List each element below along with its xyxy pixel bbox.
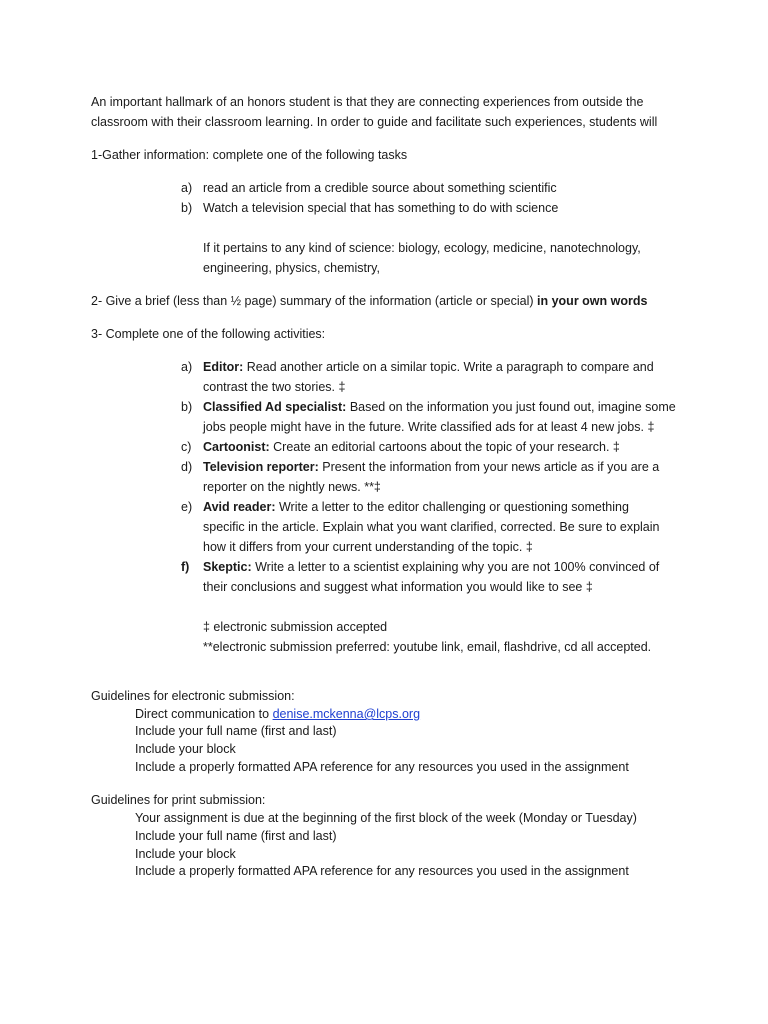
- print-guideline-item: Include a properly formatted APA reference for any resources you used in the assignment: [135, 864, 629, 878]
- activity-role: Editor:: [203, 360, 244, 374]
- activity-text: Write a letter to a scientist explaining why you are not 100% convinced of: [251, 560, 660, 574]
- step2-emphasis: in your own words: [537, 294, 648, 308]
- print-guidelines-heading: Guidelines for print submission:: [91, 793, 266, 807]
- electronic-preferred-note: **electronic submission preferred: youtube link, email, flashdrive, cd all accepted.: [203, 640, 652, 654]
- electronic-guidelines-heading: Guidelines for electronic submission:: [91, 689, 295, 703]
- activity-text-cont: jobs people might have in the future. Write classified ads for at least 4 new jobs. ‡: [203, 420, 655, 434]
- print-guideline-item: Include your full name (first and last): [135, 829, 337, 843]
- print-guideline-item: Your assignment is due at the beginning of the first block of the week (Monday or Tuesday): [135, 811, 637, 825]
- activity-text-cont: contrast the two stories. ‡: [203, 380, 346, 394]
- step2-plain: 2- Give a brief (less than ½ page) summary of the information (article or special): [91, 294, 538, 308]
- activity-text: Based on the information you just found out, imagine some: [346, 400, 676, 414]
- item-marker: a): [181, 360, 193, 374]
- item-marker: b): [181, 201, 193, 215]
- activity-role: Skeptic:: [203, 560, 252, 574]
- step1-heading: 1-Gather information: complete one of the following tasks: [91, 148, 408, 162]
- intro-line-2: classroom with their classroom learning. In order to guide and facilitate such experiences, students will: [91, 115, 658, 129]
- activity-role: Cartoonist:: [203, 440, 270, 454]
- item-text: Watch a television special that has something to do with science: [203, 201, 559, 215]
- item-marker: b): [181, 400, 193, 414]
- step3-heading: 3- Complete one of the following activities:: [91, 327, 326, 341]
- activity-text: Read another article on a similar topic. Write a paragraph to compare and: [243, 360, 654, 374]
- activity-text-cont: their conclusions and suggest what information you would like to see ‡: [203, 580, 593, 594]
- print-guideline-item: Include your block: [135, 847, 236, 861]
- science-note-line-1: If it pertains to any kind of science: biology, ecology, medicine, nanotechnology,: [203, 241, 641, 255]
- communication-prefix: Direct communication to: [135, 707, 273, 721]
- item-marker: c): [181, 440, 192, 454]
- electronic-communication: [135, 705, 420, 723]
- intro-line-1: An important hallmark of an honors student is that they are connecting experiences from outside the: [91, 95, 644, 109]
- activity-role: Avid reader:: [203, 500, 276, 514]
- activity-text: Present the information from your news article as if you are a: [318, 460, 660, 474]
- item-marker: d): [181, 460, 193, 474]
- activity-text: Create an editorial cartoons about the topic of your research. ‡: [269, 440, 620, 454]
- email-link[interactable]: denise.mckenna@lcps.org: [272, 707, 421, 721]
- activity-role: Television reporter:: [203, 460, 319, 474]
- electronic-guideline-item: Include your block: [135, 742, 236, 756]
- activity-text-cont: reporter on the nightly news. **‡: [203, 480, 381, 494]
- electronic-accepted-note: ‡ electronic submission accepted: [203, 620, 388, 634]
- item-marker: f): [181, 560, 190, 574]
- item-text: read an article from a credible source about something scientific: [203, 181, 557, 195]
- activity-role: Classified Ad specialist:: [203, 400, 347, 414]
- activity-text: Write a letter to the editor challenging or questioning something: [275, 500, 629, 514]
- activity-text-cont: specific in the article. Explain what you want clarified, corrected. Be sure to explain: [203, 520, 660, 534]
- electronic-guideline-item: Include a properly formatted APA reference for any resources you used in the assignment: [135, 760, 629, 774]
- item-marker: e): [181, 500, 193, 514]
- activity-text-cont: how it differs from your current understanding of the topic. ‡: [203, 540, 533, 554]
- electronic-guideline-item: Include your full name (first and last): [135, 724, 337, 738]
- item-marker: a): [181, 181, 193, 195]
- step2-text: [91, 291, 691, 311]
- science-note-line-2: engineering, physics, chemistry,: [203, 261, 380, 275]
